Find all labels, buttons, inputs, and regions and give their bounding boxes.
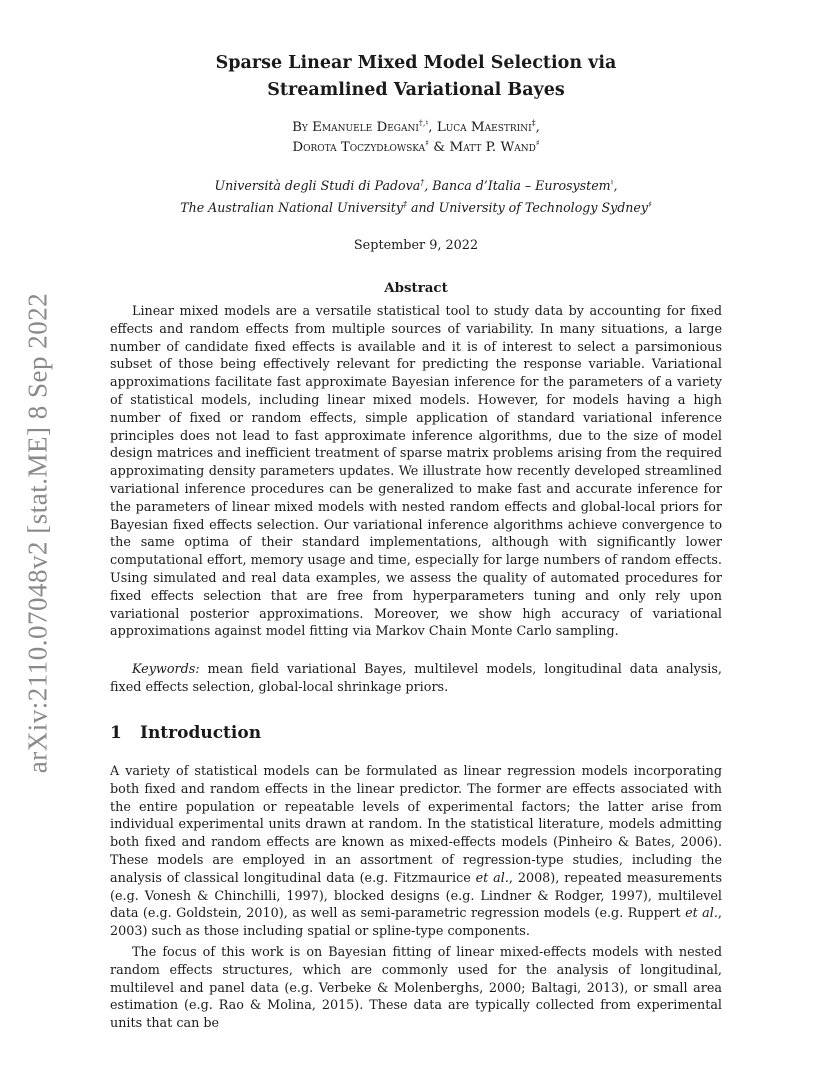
affiliations <box>110 175 722 219</box>
author-name: Dorota Toczydłowska <box>292 140 426 155</box>
title-line-1: Sparse Linear Mixed Model Selection via <box>215 53 617 73</box>
affiliation-mark: † <box>420 177 425 187</box>
paper-title <box>110 50 722 104</box>
et-al: et al. <box>685 906 718 922</box>
abstract-heading: Abstract <box>384 280 448 296</box>
keywords-label: Keywords: <box>132 662 200 677</box>
keywords-text: mean field variational Bayes, multilevel models, longitudinal data analysis, fixed effects selection, global-local shrinkage priors. <box>110 662 722 695</box>
author-name: Luca Maestrini <box>436 120 532 135</box>
et-al: et al. <box>475 870 509 886</box>
author-marks: †,♮ <box>418 118 429 128</box>
intro-paragraph-1 <box>110 763 722 941</box>
affiliation-mark: ♯ <box>647 199 652 209</box>
affiliation: University of Technology Sydney <box>438 200 648 215</box>
title-line-2: Streamlined Variational Bayes <box>267 80 565 100</box>
affiliation: Università degli Studi di Padova <box>214 178 421 193</box>
affiliation-mark: ♮ <box>610 177 614 187</box>
affiliation-mark: ‡ <box>402 199 407 209</box>
author-marks: ‡ <box>531 118 536 128</box>
by-label: By <box>292 120 308 135</box>
section-title: Introduction <box>140 723 262 743</box>
affiliation: The Australian National University <box>180 200 403 215</box>
keywords <box>110 661 722 697</box>
intro-text: , 2003) such as those including spatial or spline-type components. <box>110 906 722 940</box>
author-line-1: By Emanuele Degani†,♮, Luca Maestrini‡, <box>292 118 540 135</box>
section-heading <box>110 723 722 743</box>
author-line-2 <box>110 138 722 158</box>
section-number: 1 <box>110 723 122 743</box>
affiliation-line-1: Università degli Studi di Padova†, Banca d’Italia – Eurosystem♮, <box>214 177 618 193</box>
author-name: Matt P. Wand <box>449 140 536 155</box>
author-marks: ♯ <box>425 138 430 148</box>
paper-date: September 9, 2022 <box>353 238 479 253</box>
intro-text: , 2008), repeated measurements (e.g. Vonesh & Chinchilli, 1997), blocked designs (e.g. Lindner & Rodger, 1997), multilevel data (e.g. Goldstein, 2010), as well as semi-parametric regression models (e.g. Ruppert <box>110 870 722 922</box>
intro-paragraph-2: The focus of this work is on Bayesian fitting of linear mixed-effects models with nested random effects structures, which are commonly used for the analysis of longitudinal, multilevel and panel data (e.g. Verbeke & Molenberghs, 2000; Baltagi, 2013), or small area estimation (e.g. Rao & Molina, 2015). These data are typically collected from experimental units that can be <box>110 945 722 1032</box>
intro-text: A variety of statistical models can be formulated as linear regression models incorporating both fixed and random effects in the linear predictor. The former are effects associated with the entire population or repeatable levels of experimental factors; the latter arise from individual experimental units drawn at random. In the statistical literature, models admitting both fixed and random effects are known as mixed-effects models (Pinheiro & Bates, 2006). These models are employed in an assortment of regression-type studies, including the analysis of classical longitudinal data (e.g. Fitzmaurice <box>110 764 722 886</box>
affiliation-line-2 <box>110 197 722 219</box>
author-name: Emanuele Degani <box>312 120 419 135</box>
ampersand: & <box>433 140 446 155</box>
author-list <box>110 118 722 158</box>
abstract-text: Linear mixed models are a versatile statistical tool to study data by accounting for fixed effects and random effects from multiple sources of variability. In many situations, a large number of candidate fixed effects is available and it is of interest to select a parsimonious subset of those being effectively relevant for predicting the response variable. Variational approximations facilitate fast approximate Bayesian inference for the parameters of a variety of statistical models, including linear mixed models. However, for models having a high number of fixed or random effects, simple application of standard variational inference principles does not lead to fast approximate inference algorithms, due to the size of model design matrices and inefficient treatment of sparse matrix problems arising from the required approximating density parameters updates. We illustrate how recently developed streamlined variational inference procedures can be generalized to make fast and accurate inference for the parameters of linear mixed models with nested random effects and global-local priors for Bayesian fixed effects selection. Our variational inference algorithms achieve convergence to the same optima of their standard implementations, although with significantly lower computational effort, memory usage and time, especially for large numbers of random effects. Using simulated and real data examples, we assess the quality of automated procedures for fixed effects selection that are free from hyperparameters tuning and only rely upon variational posterior approximations. Moreover, we show high accuracy of variational approximations against model fitting via Markov Chain Monte Carlo sampling. <box>110 304 722 640</box>
author-marks: ♯ <box>535 138 540 148</box>
arxiv-stamp: arXiv:2110.07048v2 [stat.ME] 8 Sep 2022 <box>22 292 53 774</box>
and-word: and <box>410 200 435 215</box>
affiliation: Banca d’Italia – Eurosystem <box>432 178 611 193</box>
